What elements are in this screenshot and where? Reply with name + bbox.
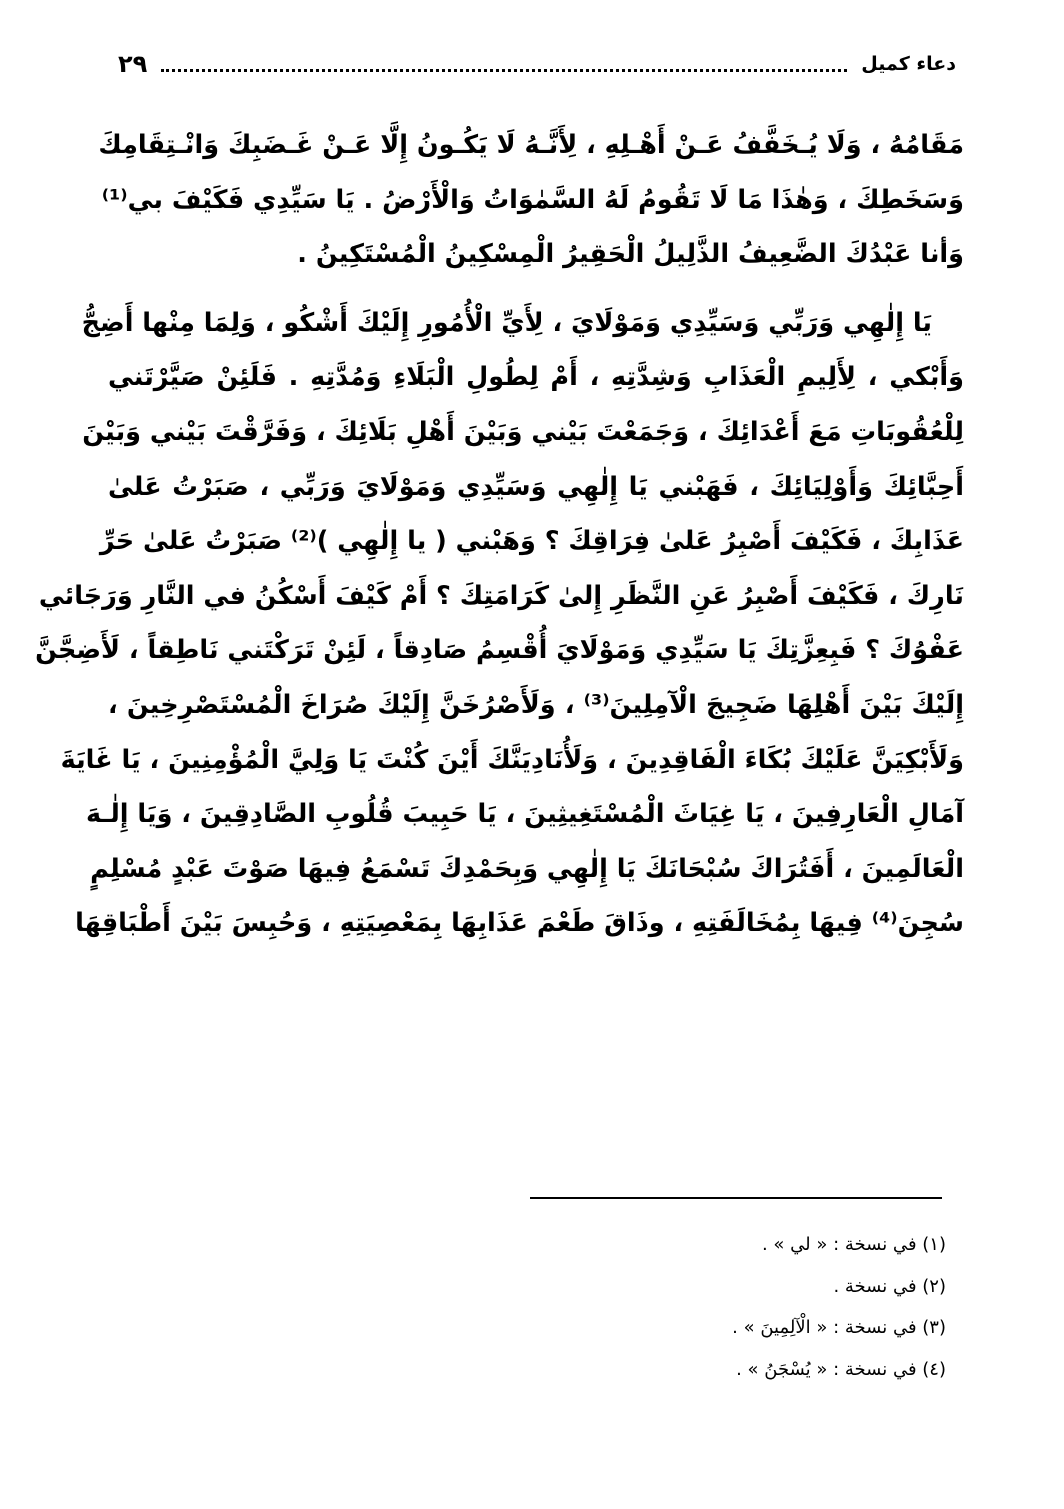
text-line: الْعَالَمِينَ ، أَفَتُرَاكَ سُبْحَانَكَ يَا إِلٰهِي وَبِحَمْدِكَ تَسْمَعُ فِيهَا صَوْتَ عَبْدٍ مُسْلِمٍ: [90, 853, 964, 884]
text-line: وَسَخَطِكَ ، وَهٰذَا مَا لَا تَقُومُ لَهُ السَّمٰوَاتُ وَالْأَرْضُ . يَا سَيِّدِي فَكَيْفَ بي⁽¹⁾: [101, 184, 964, 215]
footnote-separator: [530, 1197, 942, 1199]
text-line: لِلْعُقُوبَاتِ مَعَ أَعْدَائِكَ ، وَجَمَعْتَ بَيْني وَبَيْنَ أَهْلِ بَلَائِكَ ، وَفَرَّقْتَ بَيْني وَبَيْنَ: [82, 416, 964, 447]
text-line: سُجِنَ⁽⁴⁾ فِيهَا بِمُخَالَفَتِهِ ، وذَاقَ طَعْمَ عَذَابِهَا بِمَعْصِيَتِهِ ، وَحُبِسَ بَيْنَ أَطْبَاقِهَا: [75, 908, 964, 939]
paragraph-gap: [108, 282, 964, 296]
text-line: يَا إِلٰهِي وَرَبِّي وَسَيِّدِي وَمَوْلَايَ ، لِأَيِّ الْأُمُورِ إِلَيْكَ أَشْكُو ، وَلِمَا مِنْها أَضِجُّ: [81, 307, 932, 338]
text-line: وَأَبْكي ، لِأَلِيمِ الْعَذَابِ وَشِدَّتِهِ ، أَمْ لِطُولِ الْبَلَاءِ وَمُدَّتِهِ . فَلَئِنْ صَيَّرْتَني: [108, 362, 964, 393]
text-line: وَأنا عَبْدُكَ الضَّعِيفُ الذَّلِيلُ الْحَقِيرُ الْمِسْكِينُ الْمُسْتَكِينُ .: [297, 239, 964, 270]
footnote: (١) في نسخة : « لي » .: [761, 1234, 946, 1255]
text-line: عَذَابِكَ ، فَكَيْفَ أَصْبِرُ عَلىٰ فِرَاقِكَ ؟ وَهَبْني ( يا إِلٰهِي )⁽²⁾ صَبَرْتُ عَلىٰ حَرِّ: [99, 526, 964, 557]
text-line: وَلَأَبْكِيَنَّ عَلَيْكَ بُكَاءَ الْفَاقِدِينَ ، وَلَأُنَادِيَنَّكَ أَيْنَ كُنْتَ يَا وَلِيَّ الْمُؤْمِنِينَ ، يَا غَايَةَ: [60, 744, 964, 775]
text-line: آمَالِ الْعَارِفِينَ ، يَا غِيَاثَ الْمُسْتَغِيثِينَ ، يَا حَبِيبَ قُلُوبِ الصَّادِقِينَ ، وَيَا إِلٰـهَ: [86, 799, 964, 830]
text-line: عَفْوُكَ ؟ فَبِعِزَّتِكَ يَا سَيِّدِي وَمَوْلَايَ أُقْسِمُ صَادِقاً ، لَئِنْ تَرَكْتَني نَاطِقاً ، لَأَضِجَّنَّ: [35, 635, 964, 666]
body-text: [35, 118, 964, 951]
page-header: [118, 44, 956, 84]
text-line: إِلَيْكَ بَيْنَ أَهْلِهَا ضَجِيجَ الْآمِلِينَ⁽³⁾ ، وَلَأَصْرُخَنَّ إِلَيْكَ صُرَاخَ الْمُسْتَصْرِخِينَ ،: [108, 689, 964, 720]
page-number: ٢٩: [118, 50, 148, 78]
footnotes: [108, 1224, 946, 1390]
footnote: (٢) في نسخة .: [833, 1275, 946, 1297]
text-line: نَارِكَ ، فَكَيْفَ أَصْبِرُ عَنِ النَّظَرِ إِلىٰ كَرَامَتِكَ ؟ أَمْ كَيْفَ أَسْكُنُ في النَّارِ وَرَجَائي: [38, 580, 964, 611]
text-line: أَحِبَّائِكَ وَأَوْلِيَائِكَ ، فَهَبْني يَا إِلٰهِي وَسَيِّدِي وَمَوْلَايَ وَرَبِّي ، صَبَرْتُ عَلىٰ: [108, 471, 964, 502]
footnote: (٤) في نسخة : « يُسْجَنُ » .: [736, 1358, 946, 1380]
text-line: مَقَامُهُ ، وَلَا يُـخَفَّفُ عَـنْ أَهْـلِهِ ، لِأَنَّـهُ لَا يَكُـونُ إِلَّا عَـنْ غَـضَبِكَ وَانْـتِقَامِكَ: [98, 130, 964, 160]
footnote: (٣) في نسخة : « الْآلِمِينَ » .: [732, 1317, 946, 1338]
running-title: دعاء كميل: [861, 53, 956, 75]
dotted-leader: [161, 69, 847, 72]
